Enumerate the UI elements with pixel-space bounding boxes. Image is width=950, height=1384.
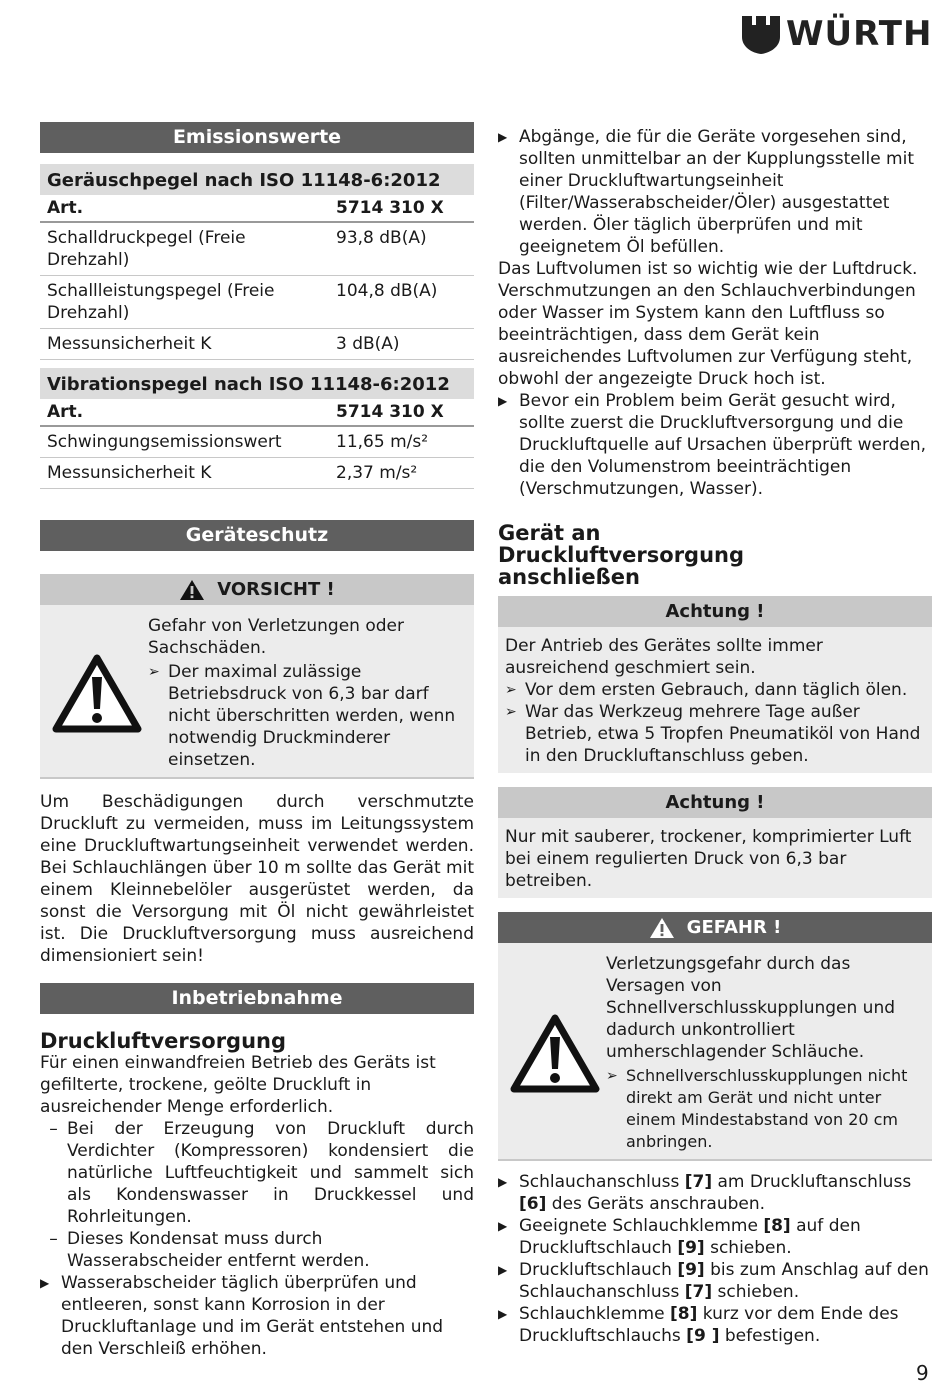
list-item [505,679,925,701]
step-item [498,1215,932,1259]
warning-large-icon [504,953,606,1153]
commissioning-intro: Für einen einwandfreien Betrieb des Geräts ist gefilterte, trockene, geölte Druckluft in ausreichender Menge erforderlich. [40,1053,436,1117]
caution-box [40,574,474,779]
step-text: Schlauchklemme [8] kurz vor dem Ende des Druckluftschlauchs [9 ] befestigen. [519,1304,899,1346]
row-value: 3 dB(A) [336,329,474,360]
art-value: 5714 310 X [336,195,474,222]
vibration-table [40,399,474,489]
step-item [498,390,932,500]
volume-paragraph: Das Luftvolumen ist so wichtig wie der Luftdruck. Verschmutzungen an den Schlauchverbindungen oder Wasser im System kann den Luftfluss so beeinträchtigen, dass dem Gerät kein ausreichendes Luftvolumen zur Verfügung steht, obwohl der angezeigte Druck hoch ist. [498,259,918,389]
caution-item-text: Der maximal zulässige Betriebsdruck von 6,3 bar darf nicht überschritten werden, wenn notwendig Druckminderer einsetzen. [168,662,456,770]
noise-heading: Geräuschpegel nach ISO 11148-6:2012 [40,164,474,195]
danger-text-block [606,953,926,1153]
attention-label: Achtung ! [498,787,932,818]
caution-label: VORSICHT ! [217,579,335,600]
table-row [40,329,474,360]
chevron-right-icon: ➢ [505,682,517,698]
table-row [40,222,474,276]
list-item [505,701,925,767]
step-item [498,1171,932,1215]
row-label: Schallleistungspegel (Freie Drehzahl) [40,276,336,329]
row-value: 2,37 m/s² [336,458,474,489]
section-title-emissions: Emissionswerte [40,122,474,153]
attention-body [498,818,932,898]
table-row [40,195,474,222]
page-number: 9 [916,1361,929,1384]
vibration-heading: Vibrationspegel nach ISO 11148-6:2012 [40,368,474,399]
step-item [498,1259,932,1303]
chevron-right-icon: ➢ [148,664,160,680]
list-item-text: Vor dem ersten Gebrauch, dann täglich ölen. [525,680,908,700]
warning-triangle-icon [179,579,205,601]
attention-text: Nur mit sauberer, trockener, komprimierter Luft bei einem regulierten Druck von 6,3 bar betreiben. [505,827,912,891]
list-item-text: Bei der Erzeugung von Druckluft durch Verdichter (Kompressoren) kondensiert die natürliche Luftfeuchtigkeit und sammelt sich als Kondenswasser in Druckkessel und Rohrleitungen. [67,1119,474,1227]
step-text: Bevor ein Problem beim Gerät gesucht wird, sollte zuerst die Druckluftversorgung und die Druckluftquelle auf Ursachen überprüft werden, die den Volumenstrom beeinträchtigen (Verschmutzungen, Wasser). [519,391,927,499]
step-text: Wasserabscheider täglich überprüfen und entleeren, sonst kann Korrosion in der Druckluftanlage und im Gerät entstehen und den Verschleiß erhöhen. [61,1273,444,1359]
attention-box-2 [498,787,932,898]
art-label: Art. [40,399,336,426]
attention-body [498,627,932,773]
protection-paragraph: Um Beschädigungen durch verschmutzte Druckluft zu vermeiden, muss im Leitungssystem eine Druckluftwartungseinheit verwendet werden. Bei Schlauchlängen über 10 m sollte das Gerät mit einem Kleinnebelöler ausgerüstet werden, da sonst die Versorgung mit Öl nicht gewährleistet ist. Die Druckluftversorgung muss ausreichend dimensioniert sein! [40,792,474,966]
art-label: Art. [40,195,336,222]
list-item [40,1118,474,1228]
caution-text: Gefahr von Verletzungen oder Sachschäden. [148,616,404,658]
left-column [40,122,474,1360]
wurth-logo [740,12,935,56]
list-item-text: War das Werkzeug mehrere Tage außer Betrieb, etwa 5 Tropfen Pneumatiköl von Hand in den Druckluftanschluss geben. [525,702,921,766]
dash-marker: – [49,1229,58,1249]
table-row [40,458,474,489]
list-item [40,1228,474,1272]
triangle-right-icon: ▶ [498,1307,508,1321]
list-item [606,1065,926,1153]
triangle-right-icon: ▶ [498,1219,508,1233]
table-row [40,426,474,458]
danger-box [498,912,932,1161]
dash-marker: – [49,1119,58,1139]
step-item [40,1272,474,1360]
caution-body [40,605,474,777]
subheading-air-supply: Druckluftversorgung [40,1029,287,1053]
row-value: 11,65 m/s² [336,426,474,458]
step-item [498,1303,932,1347]
noise-table [40,195,474,360]
section-title-commissioning: Inbetriebnahme [40,983,474,1014]
step-text: Abgänge, die für die Geräte vorgesehen sind, sollten unmittelbar an der Kupplungsstelle mit einer Druckluftwartungseinheit (Filter/Wasserabscheider/Öler) ausgestattet werden. Öler täglich überprüfen und mit geeignetem Öl befüllen. [519,127,915,257]
caution-header [40,574,474,605]
row-label: Schalldruckpegel (Freie Drehzahl) [40,222,336,276]
table-row [40,276,474,329]
attention-text: Der Antrieb des Gerätes sollte immer ausreichend geschmiert sein. [505,636,823,678]
row-value: 104,8 dB(A) [336,276,474,329]
art-value: 5714 310 X [336,399,474,426]
list-item-text: Dieses Kondensat muss durch Wasserabscheider entfernt werden. [67,1229,370,1271]
triangle-right-icon: ▶ [498,394,508,408]
wurth-emblem-icon [740,13,782,55]
triangle-right-icon: ▶ [40,1276,50,1290]
brand-name: WÜRTH [786,14,933,54]
step-text: Geeignete Schlauchklemme [8] auf den Druckluftschlauch [9] schieben. [519,1216,861,1258]
step-text: Schlauchanschluss [7] am Druckluftanschluss [6] des Geräts anschrauben. [519,1172,912,1214]
danger-body [498,943,932,1159]
list-item [148,661,468,771]
row-label: Messunsicherheit K [40,329,336,360]
row-value: 93,8 dB(A) [336,222,474,276]
danger-text: Verletzungsgefahr durch das Versagen von Schnellverschlusskupplungen und dadurch unkontrolliert umherschlagender Schläuche. [606,954,896,1062]
triangle-right-icon: ▶ [498,1263,508,1277]
step-item [498,126,932,258]
connect-heading: Gerät an Druckluftversorgung anschließen [498,521,745,589]
danger-label: GEFAHR ! [686,917,782,938]
list-item-text: Schnellverschlusskupplungen nicht direkt am Gerät und nicht unter einem Mindestabstand von 20 cm anbringen. [626,1066,908,1151]
table-row [40,399,474,426]
attention-label: Achtung ! [498,596,932,627]
step-text: Druckluftschlauch [9] bis zum Anschlag auf den Schlauchanschluss [7] schieben. [519,1260,929,1302]
section-title-protection: Geräteschutz [40,520,474,551]
attention-box-1 [498,596,932,773]
triangle-right-icon: ▶ [498,1175,508,1189]
chevron-right-icon: ➢ [505,704,517,720]
row-label: Messunsicherheit K [40,458,336,489]
row-label: Schwingungsemissionswert [40,426,336,458]
warning-triangle-icon [649,917,675,939]
right-column [498,126,932,1347]
caution-text-block [148,615,468,771]
danger-header [498,912,932,943]
warning-large-icon [46,615,148,771]
triangle-right-icon: ▶ [498,130,508,144]
chevron-right-icon: ➢ [606,1068,618,1084]
